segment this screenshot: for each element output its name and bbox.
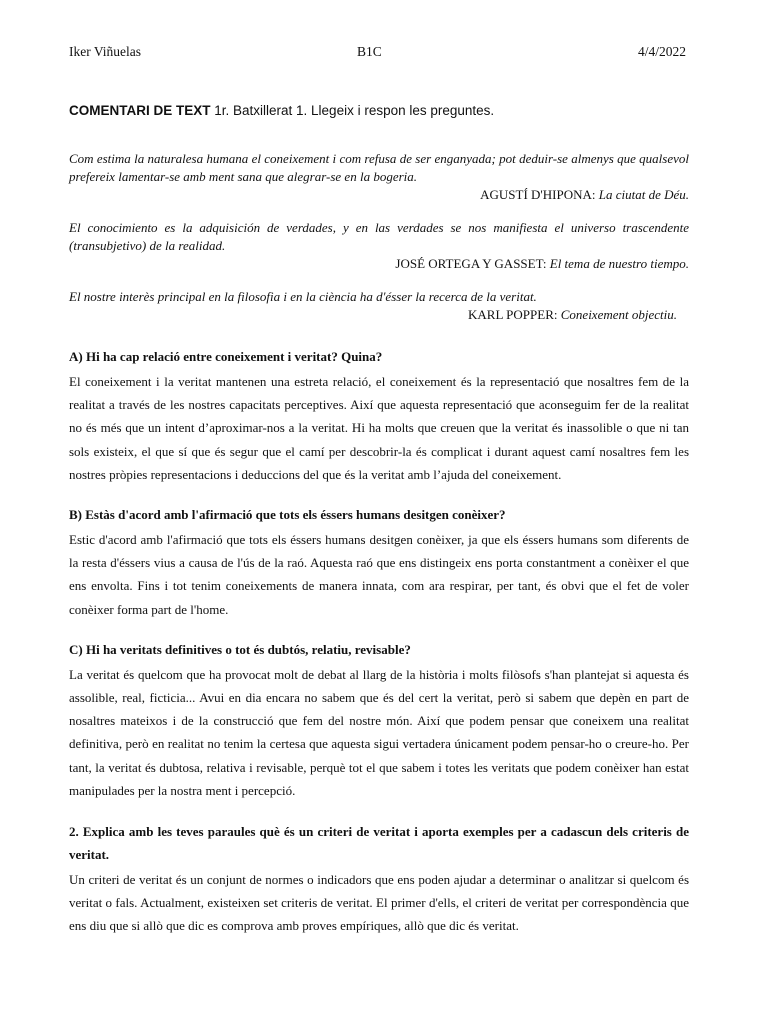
quote-text: El nostre interès principal en la filosofia i en la ciència ha d'ésser la recerca de la veritat. bbox=[69, 289, 537, 304]
quote-text: Com estima la naturalesa humana el coneixement i com refusa de ser enganyada; pot deduir-se almenys que qualsevol prefereix lamentar-se amb ment sana que alegrar-se en la bogeria. bbox=[69, 151, 689, 184]
quote-attribution bbox=[69, 186, 689, 204]
quote-author: KARL POPPER: bbox=[468, 307, 561, 322]
question-b: B) Estàs d'acord amb l'afirmació que tots els éssers humans desitgen conèixer? bbox=[69, 507, 506, 523]
quote-work: El tema de nuestro tiempo. bbox=[549, 256, 689, 271]
quote-author: AGUSTÍ D'HIPONA: bbox=[480, 187, 599, 202]
question-2: 2. Explica amb les teves paraules què és un criteri de veritat i aporta exemples per a cadascun dels criteris de veritat. bbox=[69, 824, 689, 863]
quote-work: La ciutat de Déu. bbox=[598, 187, 689, 202]
answer-2: Un criteri de veritat és un conjunt de normes o indicadors que ens poden ajudar a determinar o analitzar si quelcom és veritat o fals. Actualment, existeixen set criteris de veritat. El primer d'ells, el criteri de veritat per correspondència que ens diu que si allò que dic es comprova amb proves empíriques, allò que dic és veritat. bbox=[69, 872, 689, 934]
quote-attribution bbox=[69, 255, 689, 273]
title-instructions: 1r. Batxillerat 1. Llegeix i respon les preguntes. bbox=[210, 103, 495, 118]
quote-ortega bbox=[69, 219, 689, 273]
question-c: C) Hi ha veritats definitives o tot és dubtós, relatiu, revisable? bbox=[69, 641, 411, 657]
quote-popper bbox=[69, 288, 689, 324]
title-bold: COMENTARI DE TEXT bbox=[69, 103, 211, 118]
answer-a: El coneixement i la veritat mantenen una estreta relació, el coneixement és la representació que nosaltres fem de la realitat a través de les nostres capacitats perceptives. Així que aquesta representació que aconseguim fer de la realitat no és més que un intent d’aproximar-nos a la veritat. Hi ha molts que creuen que la veritat és inassolible o que ni tan sols existeix, el que sí que és segur que el camí per descobrir-la és complicat i durant aquest camí nosaltres fem les nostres pròpies representacions i deduccions del que és la veritat amb l’ajuda del coneixement. bbox=[69, 374, 689, 482]
document-body bbox=[69, 102, 689, 958]
answer-b: Estic d'acord amb l'afirmació que tots els éssers humans desitgen conèixer, ja que els éssers humans som diferents de la resta d'éssers vius a causa de l'ús de la raó. Aquesta raó que ens distingeix ens porta constantment a conèixer el que ens envolta. Fins i tot tenim coneixements de manera innata, com ara respirar, per tant, és obvi que el fet de voler conèixer forma part de l'home. bbox=[69, 532, 689, 617]
quote-augustine bbox=[69, 150, 689, 204]
document-title bbox=[69, 102, 689, 120]
question-a: A) Hi ha cap relació entre coneixement i veritat? Quina? bbox=[69, 349, 383, 364]
quote-text: El conocimiento es la adquisición de verdades, y en las verdades se nos manifiesta el universo trascendente (transubjetivo) de la realidad. bbox=[69, 220, 689, 253]
header-date: 4/4/2022 bbox=[637, 44, 686, 59]
quote-work: Coneixement objectiu. bbox=[560, 307, 677, 322]
answer-c: La veritat és quelcom que ha provocat molt de debat al llarg de la història i molts filòsofs s'han plantejat si aquesta és assolible, real, ficticia... Avui en dia encara no sabem que és del cert la veritat, però si sabem que depèn en part de nosaltres mateixos i de la construcció que fem del nostre món. Així que podem pensar que coneixem una realitat definitiva, però en realitat no tenim la certesa que aquesta sigui vertadera únicament podem pensar-ho o creure-ho. Per tant, la veritat és dubtosa, relativa i revisable, perquè tot el que sabem i totes les veritats que podem conèixer han estat manipulades per la nostra ment i percepció. bbox=[69, 666, 689, 798]
quote-author: JOSÉ ORTEGA Y GASSET: bbox=[395, 256, 550, 271]
header-author: Iker Viñuelas bbox=[69, 44, 142, 59]
header-course: B1C bbox=[357, 44, 382, 59]
quote-attribution bbox=[69, 306, 689, 324]
